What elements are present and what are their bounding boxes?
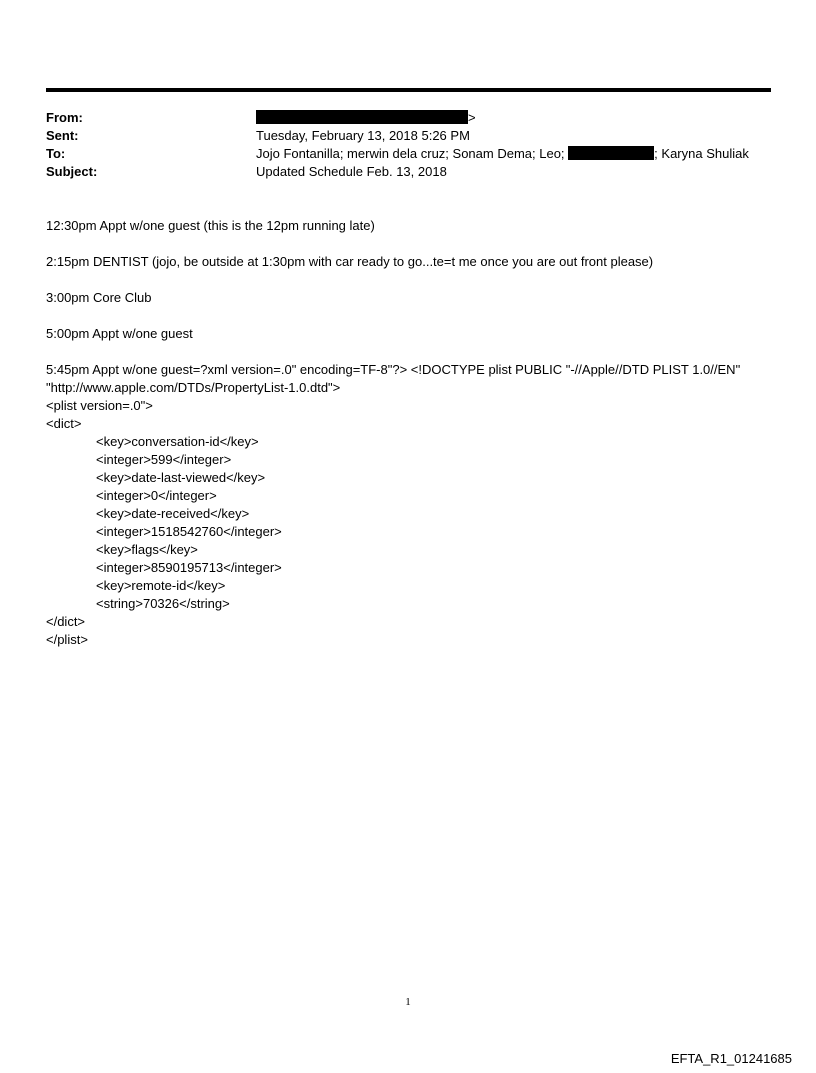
xml-line: </plist> <box>46 632 88 647</box>
xml-line: </dict> <box>46 614 86 629</box>
schedule-line: 5:00pm Appt w/one guest <box>46 326 193 341</box>
to-recipients-rest: ; Karyna Shuliak <box>654 146 749 161</box>
redaction-box <box>256 110 468 124</box>
from-row <box>46 109 771 127</box>
schedule-line: 12:30pm Appt w/one guest (this is the 12pm running late) <box>46 218 375 233</box>
header-rule <box>46 88 771 92</box>
to-value <box>256 145 771 163</box>
schedule-line: 3:00pm Core Club <box>46 290 152 305</box>
page-number: 1 <box>405 996 411 1008</box>
xml-line: <integer>599</integer> <box>96 452 232 467</box>
xml-line: <key>remote-id</key> <box>96 578 226 593</box>
xml-line: <integer>0</integer> <box>96 488 217 503</box>
xml-line: <key>flags</key> <box>96 542 198 557</box>
xml-line: <key>conversation-id</key> <box>96 434 259 449</box>
from-suffix: > <box>468 110 476 125</box>
to-row <box>46 145 771 163</box>
schedule-line: 2:15pm DENTIST (jojo, be outside at 1:30pm with car ready to go...te=t me once you are out front please) <box>46 254 654 269</box>
subject-row <box>46 163 771 181</box>
document-id: EFTA_R1_01241685 <box>670 1051 792 1066</box>
xml-line: <integer>8590195713</integer> <box>96 560 282 575</box>
email-body <box>46 217 776 649</box>
to-label: To: <box>46 146 66 161</box>
from-value <box>256 109 771 127</box>
xml-line: <key>date-received</key> <box>96 506 250 521</box>
subject-value: Updated Schedule Feb. 13, 2018 <box>256 164 447 179</box>
xml-line: <integer>1518542760</integer> <box>96 524 282 539</box>
xml-line: <dict> <box>46 416 82 431</box>
sent-row <box>46 127 771 145</box>
redaction-box <box>568 146 654 160</box>
sent-label: Sent: <box>46 128 79 143</box>
from-label: From: <box>46 110 83 125</box>
xml-line: <plist version=.0"> <box>46 398 153 413</box>
email-header <box>46 109 771 181</box>
to-recipients: Jojo Fontanilla; merwin dela cruz; Sonam Dema; Leo; <box>256 146 565 161</box>
sent-value: Tuesday, February 13, 2018 5:26 PM <box>256 128 470 143</box>
xml-line: "http://www.apple.com/DTDs/PropertyList-1.0.dtd"> <box>46 380 341 395</box>
xml-line: 5:45pm Appt w/one guest=?xml version=.0" encoding=TF-8"?> <!DOCTYPE plist PUBLIC "-//Apple//DTD PLIST 1.0//EN" <box>46 362 741 377</box>
xml-line: <string>70326</string> <box>96 596 230 611</box>
subject-label: Subject: <box>46 164 98 179</box>
xml-line: <key>date-last-viewed</key> <box>96 470 266 485</box>
